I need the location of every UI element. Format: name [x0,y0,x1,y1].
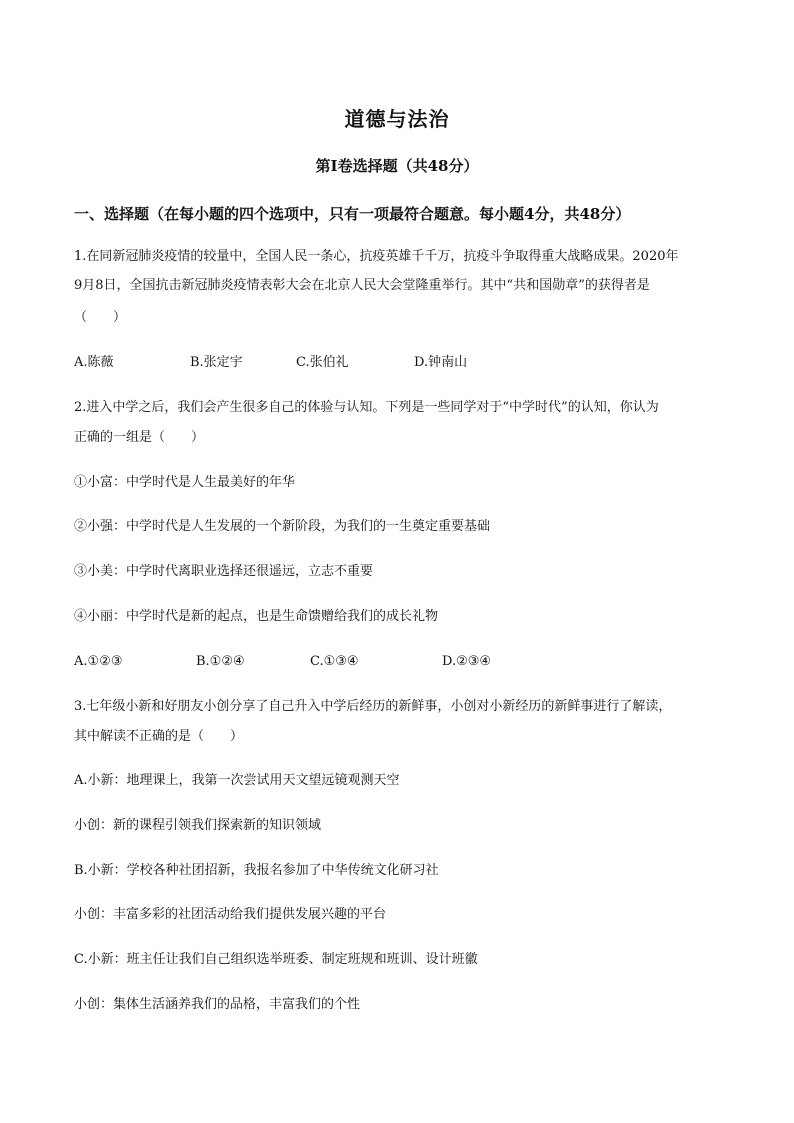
q2-item-2: ②小强：中学时代是人生发展的一个新阶段，为我们的一生奠定重要基础 [74,519,491,534]
q1-stem-line-1: 1.在同新冠肺炎疫情的较量中，全国人民一条心，抗疫英雄千千万，抗疫斗争取得重大战略成果。2020年 [74,249,679,264]
q1-option-d: D.钟南山 [414,355,468,370]
q2-stem-line-1: 2.进入中学之后，我们会产生很多自己的体验与认知。下列是一些同学对于“中学时代”的认知，你认为 [74,400,659,415]
q2-option-c: C.①③④ [310,654,359,669]
q2-stem-line-2: 正确的一组是（ ） [74,430,205,445]
q1-option-b: B.张定宇 [190,355,243,370]
q3-option-a-xiaoxin: A.小新：地理课上，我第一次尝试用天文望远镜观测天空 [74,773,400,788]
page-title: 道德与法治 [344,107,450,131]
q1-option-c: C.张伯礼 [296,355,349,370]
q2-item-4: ④小丽：中学时代是新的起点，也是生命馈赠给我们的成长礼物 [74,609,439,624]
q3-stem-line-2: 其中解读不正确的是（ ） [74,729,244,744]
section-heading: 一、选择题（在每小题的四个选项中，只有一项最符合题意。每小题4分，共48分） [74,205,631,223]
q3-stem-line-1: 3.七年级小新和好朋友小创分享了自己升入中学后经历的新鲜事，小创对小新经历的新鲜事进行了解读， [74,699,672,714]
q3-option-c-xiaochuang: 小创：集体生活涵养我们的品格，丰富我们的个性 [74,997,361,1012]
q2-option-b: B.①②④ [196,654,245,669]
q3-option-b-xiaochuang: 小创：丰富多彩的社团活动给我们提供发展兴趣的平台 [74,907,387,922]
q3-option-c-xiaoxin: C.小新：班主任让我们自己组织选举班委、制定班规和班训、设计班徽 [74,952,478,967]
q1-option-a: A.陈薇 [74,355,114,370]
q2-item-3: ③小美：中学时代离职业选择还很遥远，立志不重要 [74,564,374,579]
q2-item-1: ①小富：中学时代是人生最美好的年华 [74,475,296,490]
q1-stem-line-3: （ ） [74,310,127,325]
q1-stem-line-2: 9月8日，全国抗击新冠肺炎疫情表彰大会在北京人民大会堂隆重举行。其中“共和国勋章”的获得者是 [74,278,650,293]
volume-subtitle: 第Ⅰ卷选择题（共48分） [315,157,479,175]
q3-option-b-xiaoxin: B.小新：学校各种社团招新，我报名参加了中华传统文化研习社 [74,863,439,878]
q3-option-a-xiaochuang: 小创：新的课程引领我们探索新的知识领域 [74,818,322,833]
q2-option-a: A.①②③ [74,654,123,669]
q2-option-d: D.②③④ [442,654,492,669]
